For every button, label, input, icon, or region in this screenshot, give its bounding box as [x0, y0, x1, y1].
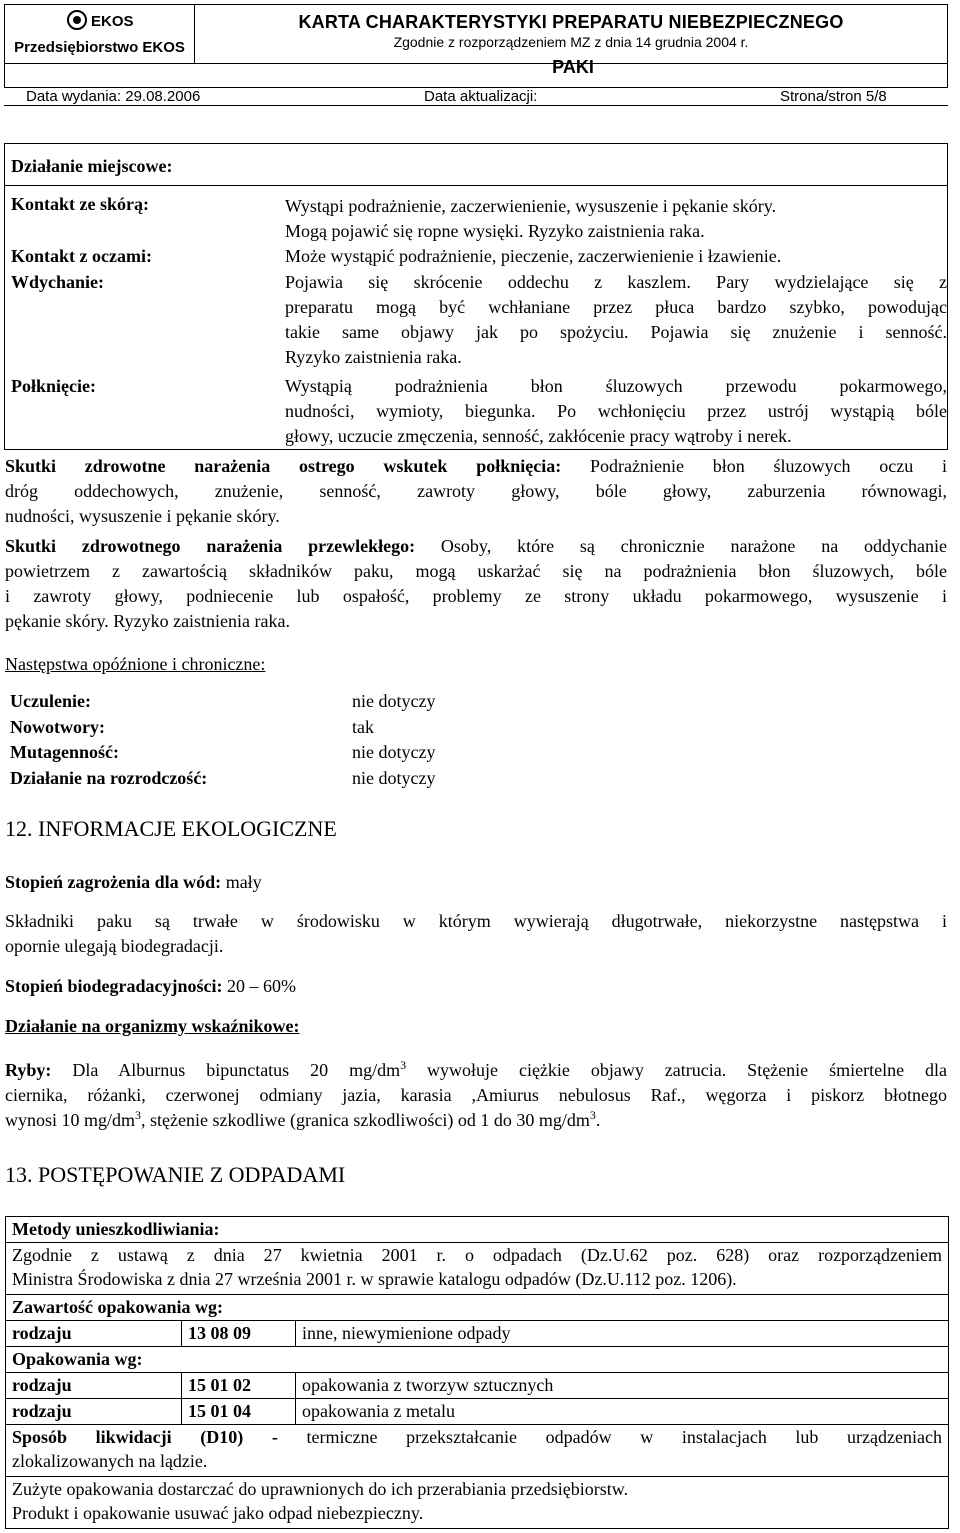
ingestion-label: Połknięcie:: [11, 376, 96, 396]
local-effects-table: [4, 185, 948, 450]
section-13-heading: 13. POSTĘPOWANIE Z ODPADAMI: [5, 1162, 346, 1187]
carcinogenicity-label: Nowotwory:: [10, 716, 105, 737]
law-row: Zgodnie z ustawą z dnia 27 kwietnia 2001 r. o odpadach (Dz.U.62 poz. 628) oraz rozporządzeniem Ministra Środowiska z dnia 27 września 2001 r. w sprawie katalogu odpadów (Dz.U.112 poz. 1206).: [6, 1243, 949, 1295]
eyes-text: Może wystąpić podrażnienie, pieczenie, zaczerwienienie i łzawienie.: [285, 246, 782, 266]
chronic-effects: Skutki zdrowotnego narażenia przewlekłego: Osoby, które są chronicznie narażone na oddychanie powietrzem z zawartością składników paku, mogą uskarżać się na podrażnienia błon śluzowych, bóle i zawroty głowy, podniecenie lub ospałość, problemy ze strony układu pokarmowego, wysuszenie i pękanie skóry. Ryzyko zaistnienia raka.: [5, 536, 947, 631]
content-label-row: Zawartość opakowania wg:: [6, 1295, 949, 1321]
waste-table: [5, 1216, 949, 1529]
persistence-text: Składniki paku są trwałe w środowisku w którym wywierają długotrwałe, niekorzystne następstwa i opornie ulegają biodegradacji.: [5, 911, 947, 956]
pack-row-2: rodzaju 15 01 04 opakowania z metalu: [6, 1399, 949, 1425]
inhalation-label: Wdychanie:: [11, 272, 105, 292]
reproductive-label: Działanie na rozrodczość:: [10, 767, 208, 788]
fish-toxicity: Ryby: Dla Alburnus bipunctatus 20 $mg/dm^3$ wywołuje ciężkie objawy zatrucia. Stężenie śmiertelne dla ciernika, różanki, czerwonej odmiany jazia, karasia ,Amiurus nebulosus Raf., węgorza i piskorz błotnego wynosi 10 $mg/dm^3$, stężenie szkodliwe (granica szkodliwości) od 1 do 30 $mg/dm^3$.: [5, 1058, 947, 1130]
content-row: rodzaju 13 08 09 inne, niewymienione odpady: [6, 1321, 949, 1347]
indicator-heading: Działanie na organizmy wskaźnikowe:: [5, 1016, 300, 1036]
issue-date: Data wydania: 29.08.2006: [26, 88, 201, 105]
company-logo-cell: [5, 5, 195, 63]
eyes-label: Kontakt z oczami:: [11, 246, 152, 266]
skin-text: Wystąpi podrażnienie, zaczerwienienie, wysuszenie i pękanie skóry. Mogą pojawić się ropne wysięki. Ryzyko zaistnienia raka.: [285, 196, 777, 241]
inhalation-text: Pojawia się skrócenie oddechu z kaszlem. Pary wydzielające się z preparatu mogą być wchłaniane przez płuca bardzo szybko, powodując takie same objawy jak po spożyciu. Pojawia się znużenie i senność. Ryzyko zaistnienia raka.: [285, 272, 947, 367]
reproductive-value: nie dotyczy: [352, 767, 436, 788]
document-subtitle: Zgodnie z rozporządzeniem MZ z dnia 14 grudnia 2004 r.: [393, 34, 749, 50]
methods-row: Metody unieszkodliwiania:: [6, 1217, 949, 1243]
mutagenicity-label: Mutagenność:: [10, 742, 119, 762]
skin-label: Kontakt ze skórą:: [11, 194, 149, 214]
carcinogenicity-value: tak: [352, 716, 374, 737]
company-name: Przedsiębiorstwo EKOS: [14, 39, 185, 56]
sensitization-value: nie dotyczy: [352, 691, 436, 711]
logo-text: EKOS: [91, 13, 134, 30]
header-info-row: [4, 88, 948, 106]
section-12-heading: 12. INFORMACJE EKOLOGICZNE: [5, 816, 337, 841]
header-title-cell: [195, 5, 947, 63]
delayed-heading: Następstwa opóźnione i chroniczne:: [5, 654, 266, 674]
header-divider-left: [5, 63, 195, 64]
ekos-logo-icon: [65, 9, 141, 31]
update-date: Data aktualizacji:: [424, 88, 538, 105]
water-hazard: Stopień zagrożenia dla wód: mały: [5, 872, 262, 892]
sensitization-label: Uczulenie:: [10, 691, 91, 711]
mutagenicity-value: nie dotyczy: [352, 742, 436, 762]
ingestion-text: Wystąpią podrażnienia błon śluzowych przewodu pokarmowego, nudności, wymioty, biegunka. Po wchłonięciu przez ustrój wystąpią bóle głowy, uczucie zmęczenia, senność, zakłócenie pracy wątroby i nerek.: [285, 376, 947, 446]
page-number: Strona/stron 5/8: [780, 88, 887, 105]
product-name: PAKI: [552, 57, 594, 77]
local-effects-heading-box: [4, 143, 948, 185]
document-title: KARTA CHARAKTERYSTYKI PREPARATU NIEBEZPIECZNEGO: [298, 12, 844, 32]
biodegradability: Stopień biodegradacyjności: 20 – 60%: [5, 976, 297, 996]
delayed-labels: [10, 689, 207, 791]
used-packaging-row: Zużyte opakowania dostarczać do uprawnionych do ich przerabiania przedsiębiorstw. Produkt i opakowanie usuwać jako odpad niebezpieczny.: [6, 1477, 949, 1529]
pack-row-1: rodzaju 15 01 02 opakowania z tworzyw sztucznych: [6, 1373, 949, 1399]
local-effects-heading: Działanie miejscowe:: [11, 156, 173, 176]
pack-label-row: Opakowania wg:: [6, 1347, 949, 1373]
disposal-row: Sposób likwidacji (D10) - termiczne przekształcanie odpadów w instalacjach lub urządzeniach zlokalizowanych na lądzie.: [6, 1425, 949, 1477]
delayed-values: [352, 689, 435, 791]
acute-effects: Skutki zdrowotne narażenia ostrego wskutek połknięcia: Podrażnienie błon śluzowych oczu i dróg oddechowych, znużenie, senność, zawroty głowy, bóle głowy, zaburzenia równowagi, nudności, wysuszenie i pękanie skóry.: [5, 456, 947, 526]
